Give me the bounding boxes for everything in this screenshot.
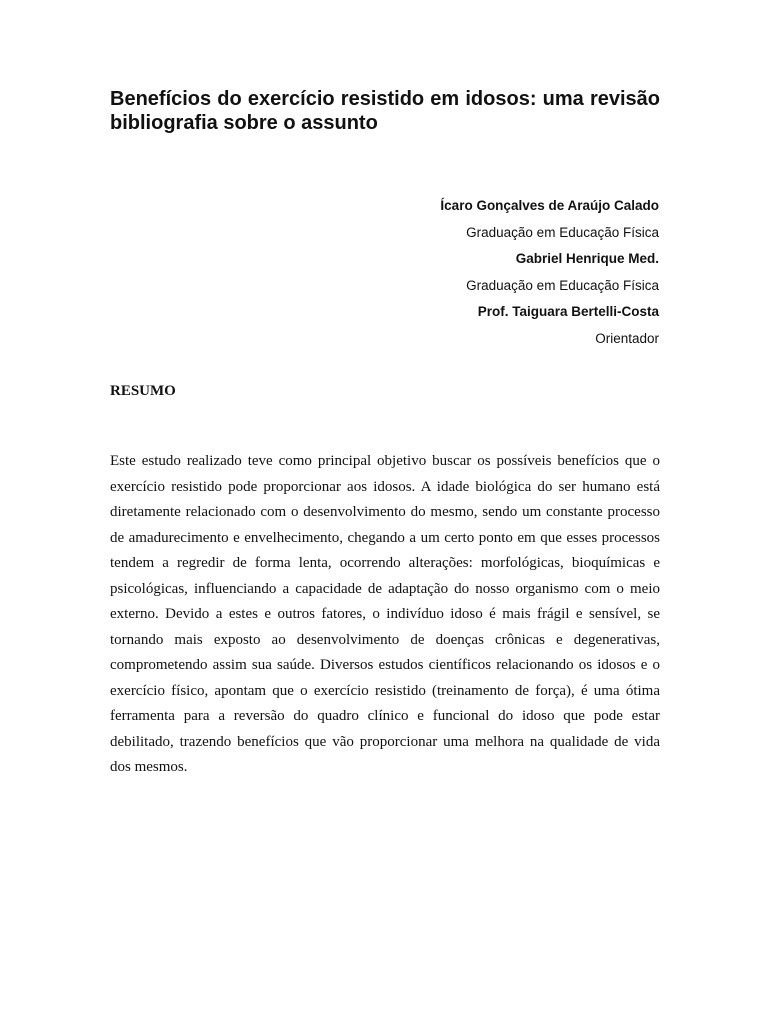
abstract-heading: RESUMO — [110, 383, 176, 399]
advisor-role: Orientador — [595, 330, 659, 346]
author-affiliation: Graduação em Educação Física — [466, 224, 659, 240]
author-name: Gabriel Henrique Med. — [515, 251, 659, 266]
abstract-paragraph: Este estudo realizado teve como principal objetivo buscar os possíveis benefícios que o exercício resistido pode proporcionar aos idosos. A idade biológica do ser humano está diretamente relacionado com o desenvolvimento do mesmo, sendo um constante processo de amadurecimento e envelhecimento, chegando a um certo ponto em que esses processos tendem a regredir de forma lenta, ocorrendo alterações: morfológicas, bioquímicas e psicológicas, influenciando a capacidade de adaptação do nosso organismo com o meio externo. Devido a estes e outros fatores, o indivíduo idoso é mais frágil e sensível, se tornando mais exposto ao desenvolvimento de doenças crônicas e degenerativas, comprometendo assim sua saúde. Diversos estudos científicos relacionando os idosos e o exercício físico, apontam que o exercício resistido (treinamento de força), é uma ótima ferramenta para a reversão do quadro clínico e funcional do idoso que pode estar debilitado, trazendo benefícios que vão proporcionar uma melhora na qualidade de vida dos mesmos. — [110, 453, 660, 775]
author-name: Ícaro Gonçalves de Araújo Calado — [440, 198, 659, 213]
author-affiliation: Graduação em Educação Física — [466, 277, 659, 293]
advisor-name: Prof. Taiguara Bertelli-Costa — [477, 304, 659, 319]
author-block — [360, 193, 659, 352]
paper-title: Benefícios do exercício resistido em idosos: uma revisão bibliografia sobre o assunto — [110, 88, 660, 134]
